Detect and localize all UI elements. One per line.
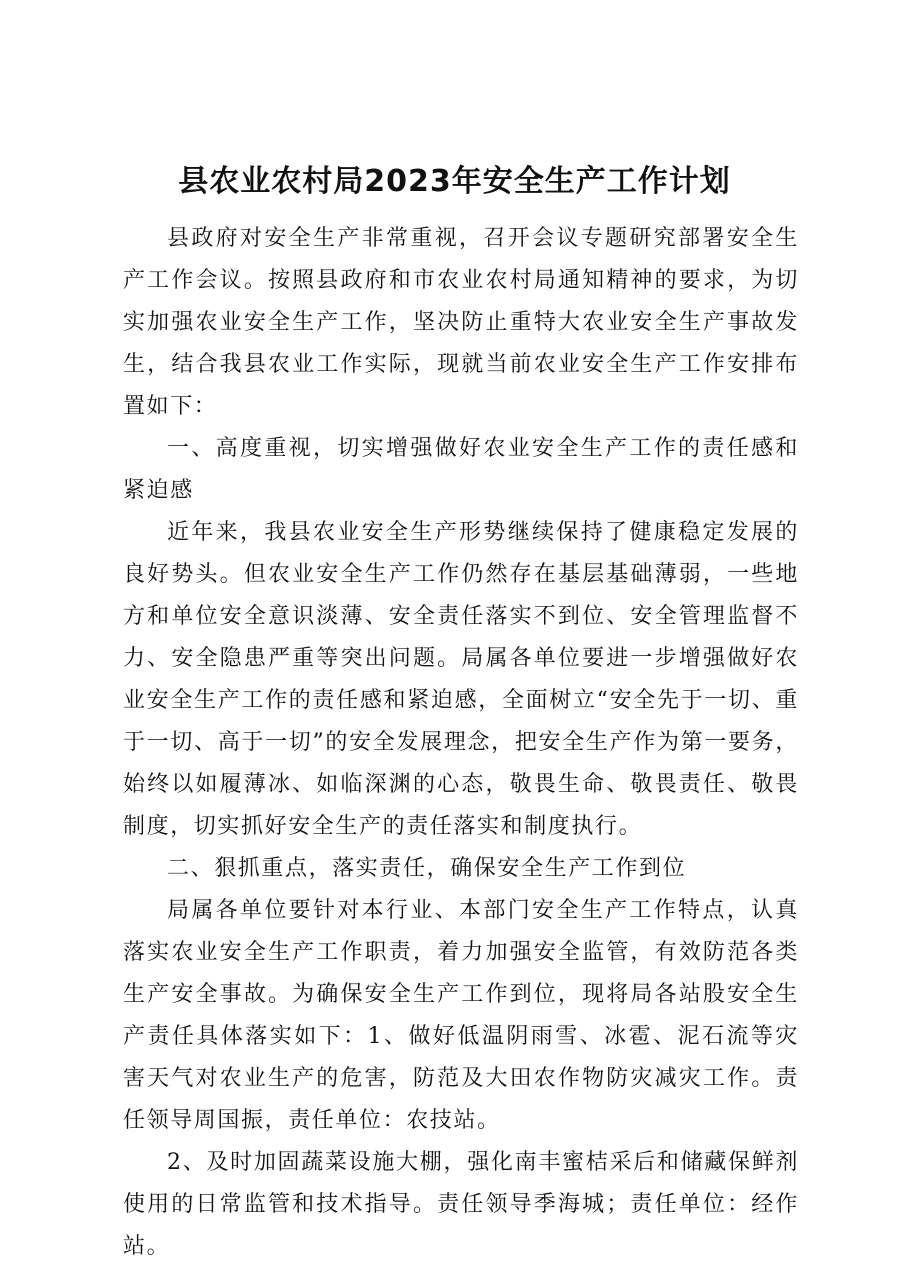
body-paragraph: 近年来，我县农业安全生产形势继续保持了健康稳定发展的良好势头。但农业安全生产工作仍然存在基层基础薄弱，一些地方和单位安全意识淡薄、安全责任落实不到位、安全管理监督不力、安全隐患严重等突出问题。局属各单位要进一步增强做好农业安全生产工作的责任感和紧迫感，全面树立“安全先于一切、重于一切、高于一切”的安全发展理念，把安全生产作为第一要务，始终以如履薄冰、如临深渊的心态，敬畏生命、敬畏责任、敬畏制度，切实抓好安全生产的责任落实和制度执行。 <box>123 520 799 839</box>
document-title: 县农业农村局2023年安全生产工作计划 <box>178 164 731 199</box>
intro-paragraph: 县政府对安全生产非常重视，召开会议专题研究部署安全生产工作会议。按照县政府和市农业农村局通知精神的要求，为切实加强农业安全生产工作，坚决防止重特大农业安全生产事故发生，结合我县农业工作实际，现就当前农业安全生产工作安排布置如下： <box>123 226 799 419</box>
section-heading-2: 二、狠抓重点，落实责任，确保安全生产工作到位 <box>167 856 687 881</box>
document-body <box>123 218 799 1268</box>
body-paragraph: 局属各单位要针对本行业、本部门安全生产工作特点，认真落实农业安全生产工作职责，着力加强安全监管，有效防范各类生产安全事故。为确保安全生产工作到位，现将局各站股安全生产责任具体落实如下：1、做好低温阴雨雪、冰雹、泥石流等灾害天气对农业生产的危害，防范及大田农作物防灾减灾工作。责任领导周国振，责任单位：农技站。 <box>123 898 799 1133</box>
section-heading-1: 一、高度重视，切实增强做好农业安全生产工作的责任感和紧迫感 <box>123 436 799 503</box>
body-paragraph: 2、及时加固蔬菜设施大棚，强化南丰蜜桔采后和储藏保鲜剂使用的日常监管和技术指导。责任领导季海城；责任单位：经作站。 <box>123 1150 799 1259</box>
